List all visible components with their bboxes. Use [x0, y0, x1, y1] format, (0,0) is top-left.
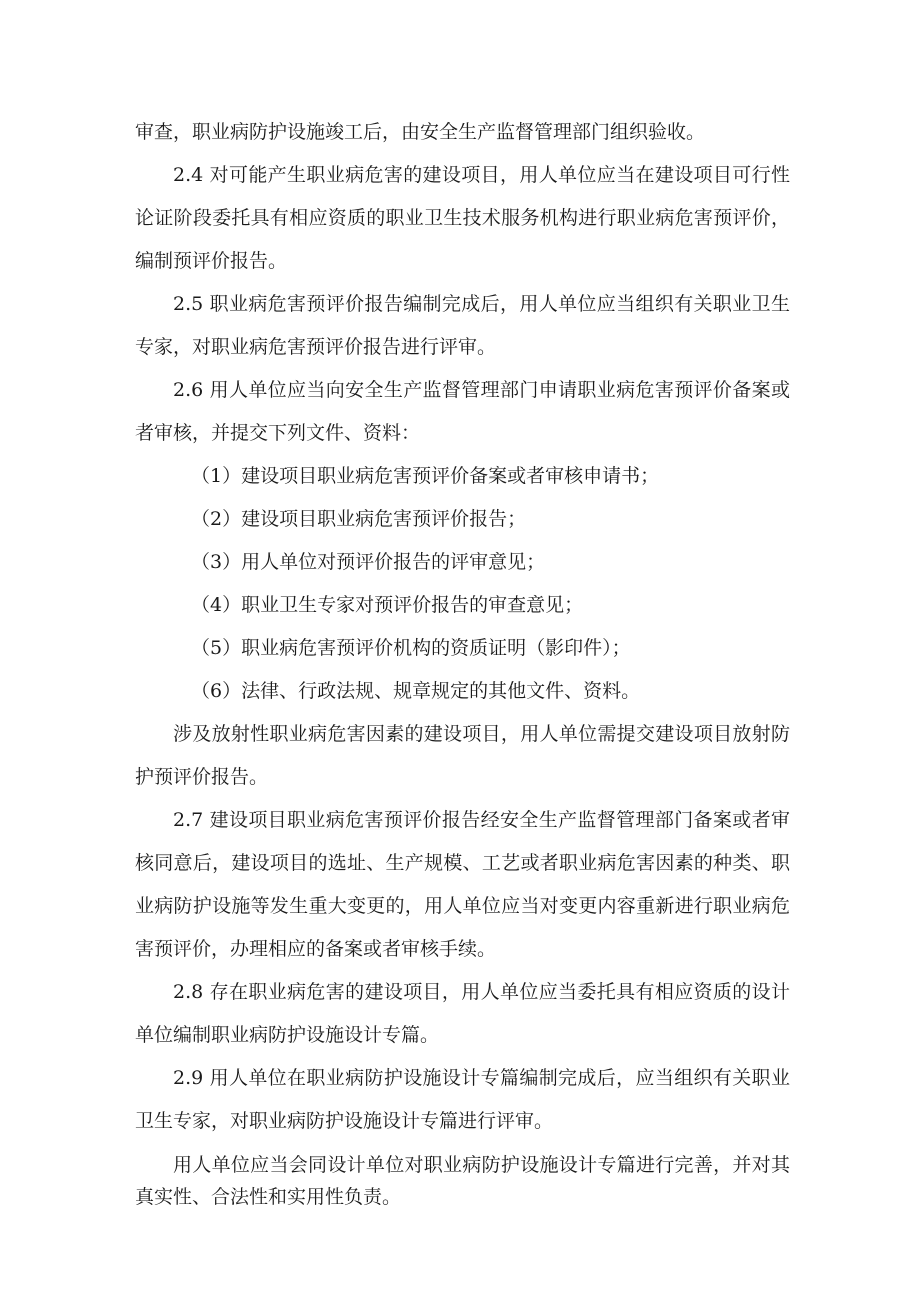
- paragraph-2-6: 2.6 用人单位应当向安全生产监督管理部门申请职业病危害预评价备案或者审核，并提交下列文件、资料：: [135, 379, 790, 444]
- list-item: （6）法律、行政法规、规章规定的其他文件、资料。: [191, 680, 641, 702]
- paragraph-design-improvement: 用人单位应当会同设计单位对职业病防护设施设计专篇进行完善，并对其真实性、合法性和实用性负责。: [135, 1154, 790, 1208]
- paragraph-2-4: 2.4 对可能产生职业病危害的建设项目，用人单位应当在建设项目可行性论证阶段委托具有相应资质的职业卫生技术服务机构进行职业病危害预评价，编制预评价报告。: [135, 164, 790, 272]
- paragraph-2-9: 2.9 用人单位在职业病防护设施设计专篇编制完成后，应当组织有关职业卫生专家，对职业病防护设施设计专篇进行评审。: [135, 1067, 790, 1132]
- paragraph-2-8: 2.8 存在职业病危害的建设项目，用人单位应当委托具有相应资质的设计单位编制职业病防护设施设计专篇。: [135, 981, 790, 1046]
- list-item: （4）职业卫生专家对预评价报告的审查意见；: [191, 594, 584, 616]
- list-item: （1）建设项目职业病危害预评价备案或者审核申请书；: [191, 465, 660, 487]
- paragraph-2-5: 2.5 职业病危害预评价报告编制完成后，用人单位应当组织有关职业卫生专家，对职业病危害预评价报告进行评审。: [135, 293, 790, 358]
- list-item: （3）用人单位对预评价报告的评审意见；: [191, 551, 546, 573]
- paragraph-2-7: 2.7 建设项目职业病危害预评价报告经安全生产监督管理部门备案或者审核同意后，建设项目的选址、生产规模、工艺或者职业病危害因素的种类、职业病防护设施等发生重大变更的，用人单位应当对变更内容重新进行职业病危害预评价，办理相应的备案或者审核手续。: [135, 809, 790, 960]
- paragraph-continuation: 审查，职业病防护设施竣工后，由安全生产监督管理部门组织验收。: [135, 121, 706, 143]
- document-body: [135, 111, 790, 1213]
- list-item: （5）职业病危害预评价机构的资质证明（影印件）；: [191, 637, 631, 659]
- list-item: （2）建设项目职业病危害预评价报告；: [191, 508, 527, 530]
- paragraph-radiation: 涉及放射性职业病危害因素的建设项目，用人单位需提交建设项目放射防护预评价报告。: [135, 723, 790, 788]
